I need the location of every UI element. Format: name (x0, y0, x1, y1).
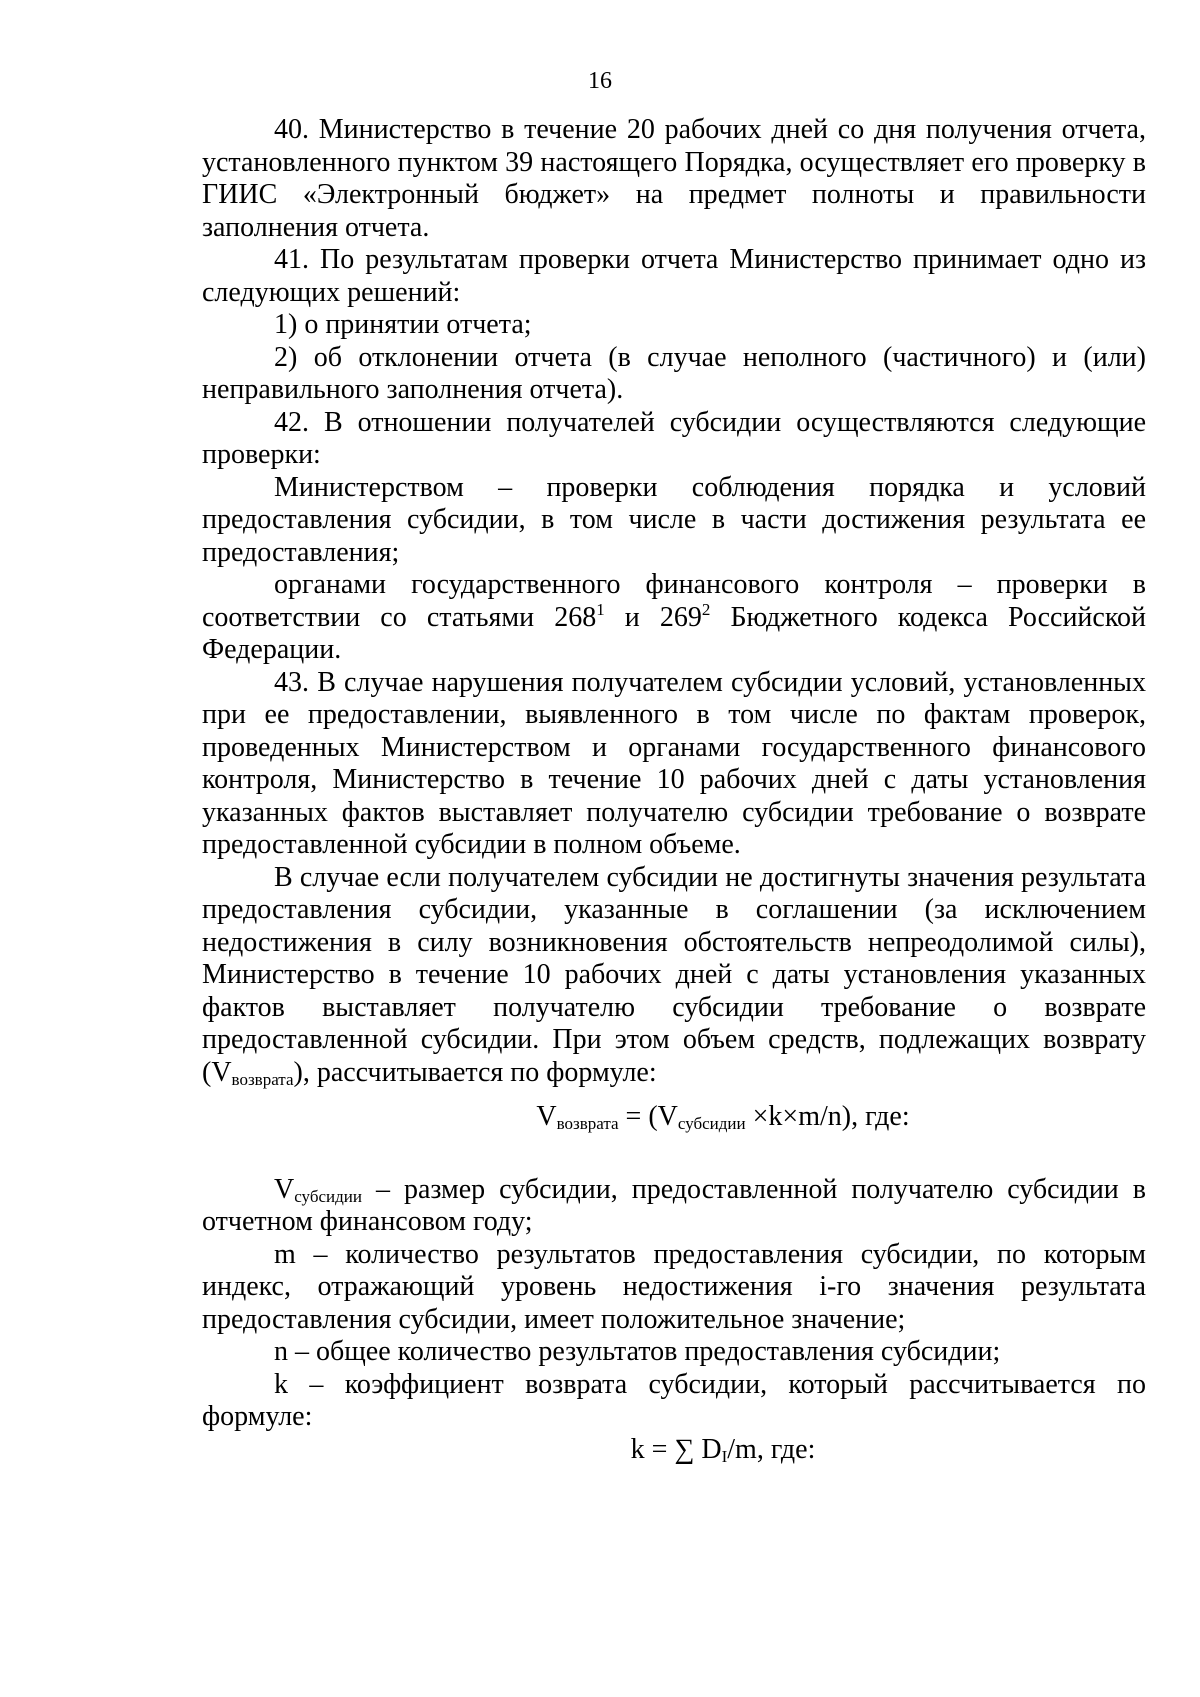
article-269-superscript: 2 (701, 599, 711, 619)
paragraph-41: 41. По результатам проверки отчета Министерство принимает одно из следующих решений: (202, 244, 1146, 308)
refund-formula (202, 1101, 1146, 1134)
paragraph-42: 42. В отношении получателей субсидии осуществляются следующие проверки: (202, 406, 1146, 470)
refund-formula-rest: ×k×m/n), где: (745, 1101, 910, 1132)
paragraph-41-item-2: 2) об отклонении отчета (в случае неполного (частичного) и (или) неправильного заполнения отчета). (202, 341, 1146, 405)
refund-formula-v: V (536, 1101, 557, 1132)
document-body (202, 114, 1146, 1466)
refund-formula-subscript-subsidy: субсидии (677, 1114, 746, 1133)
definition-m: m – количество результатов предоставления субсидии, по которым индекс, отражающий уровень недостижения i-го значения результата предоставления субсидии, имеет положительное значение; (202, 1238, 1146, 1335)
paragraph-43-second-text-start: В случае если получателем субсидии не достигнуты значения результата предоставления субсидии, указанные в соглашении (за исключением недостижения в силу возникновения обстоятельств непреодолимой силы), Министерство в течение 10 рабочих дней с даты установления указанных фактов выставляет получателю субсидии требование о возврате предоставленной субсидии. При этом объем средств, подлежащих возврату (V (202, 861, 1146, 1088)
definition-n: n – общее количество результатов предоставления субсидии; (274, 1336, 1001, 1367)
paragraph-43: 43. В случае нарушения получателем субсидии условий, установленных при ее предоставлении, выявленного в том числе по фактам проверок, проведенных Министерством и органами государственного финансового контроля, Министерство в течение 10 рабочих дней с даты установления указанных фактов выставляет получателю субсидии требование о возврате предоставленной субсидии в полном объеме. (202, 666, 1146, 860)
coefficient-formula (202, 1434, 1146, 1467)
paragraph-43-second (202, 862, 1146, 1090)
page-number: 16 (588, 68, 612, 94)
paragraph-41-item-1: 1) о принятии отчета; (274, 309, 532, 340)
definition-k: k – коэффициент возврата субсидии, который рассчитывается по формуле: (202, 1368, 1146, 1432)
coefficient-formula-subscript: I (721, 1446, 728, 1466)
paragraph-43-second-text-end: ), рассчитывается по формуле: (293, 1056, 657, 1088)
refund-formula-subscript-refund: возврата (556, 1114, 619, 1133)
refund-formula-equals: = (V (618, 1101, 678, 1132)
paragraph-42-ministry: Министерством – проверки соблюдения порядка и условий предоставления субсидии, в том числе в части достижения результата ее предоставления; (202, 471, 1146, 568)
coefficient-formula-rest: /m, где: (727, 1433, 816, 1465)
refund-subscript: возврата (231, 1069, 294, 1089)
definition-v-subsidy (202, 1174, 1146, 1239)
paragraph-42-control-text-end: Бюджетного кодекса Российской Федерации. (202, 601, 1147, 665)
coefficient-formula-start: k = ∑ D (630, 1433, 722, 1465)
paragraph-42-control-text-start: органами государственного финансового контроля – проверки в соответствии со статьями 268 (202, 569, 1146, 633)
definition-v-symbol: V (274, 1173, 295, 1205)
paragraph-40: 40. Министерство в течение 20 рабочих дней со дня получения отчета, установленного пунктом 39 настоящего Порядка, осуществляет его проверку в ГИИС «Электронный бюджет» на предмет полноты и правильности заполнения отчета. (202, 114, 1146, 243)
article-268-superscript: 1 (596, 599, 605, 619)
definition-v-text: – размер субсидии, предоставленной получателю субсидии в отчетном финансовом году; (202, 1173, 1146, 1237)
paragraph-42-control-text-middle: и 269 (604, 601, 702, 633)
paragraph-42-control (202, 569, 1146, 667)
definition-v-subscript: субсидии (294, 1186, 362, 1206)
